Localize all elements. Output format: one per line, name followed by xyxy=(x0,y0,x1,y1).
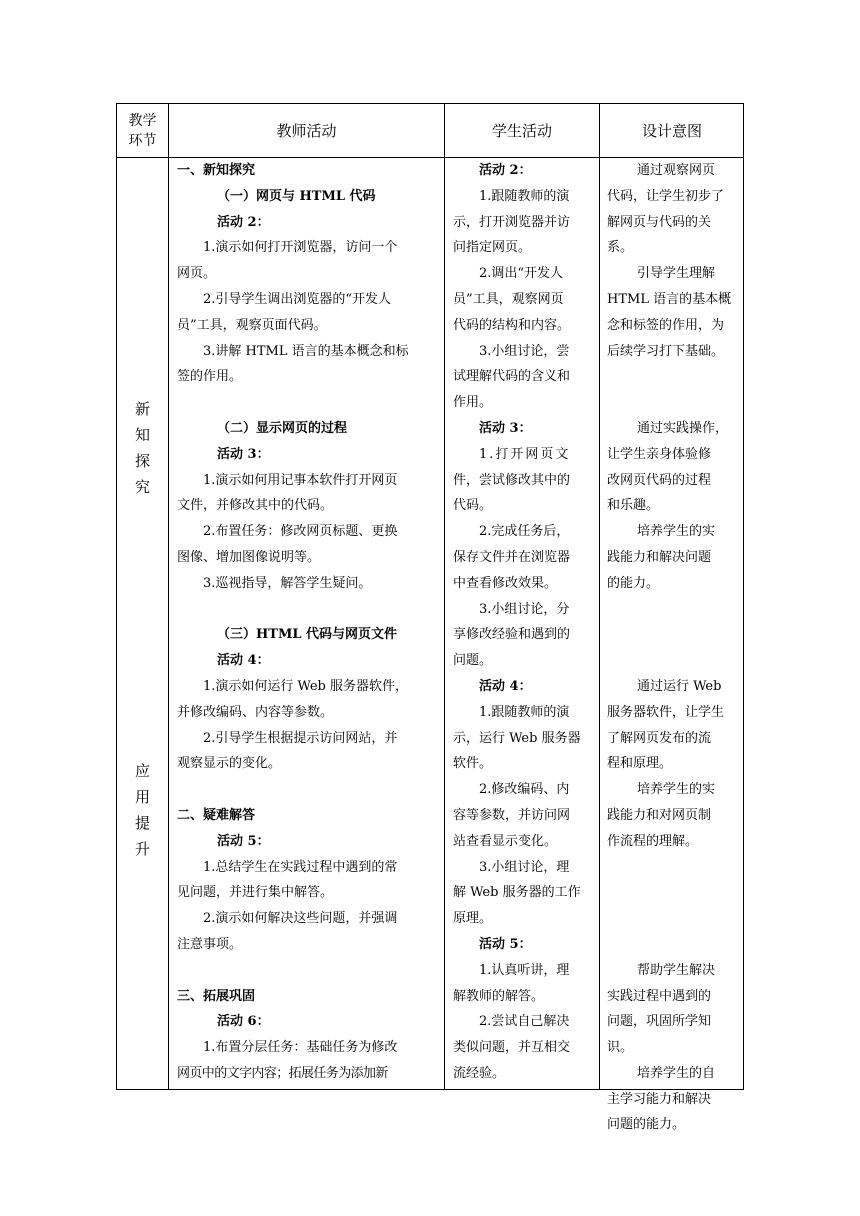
student-line: 问题。 xyxy=(453,653,493,669)
design-intent xyxy=(607,158,741,1138)
activity-heading: 活动 3： xyxy=(479,420,532,436)
teacher-line: 1.布置分层任务：基础任务为修改 xyxy=(203,1040,398,1056)
column-divider xyxy=(168,104,169,1089)
student-line: 2.修改编码、内 xyxy=(479,782,570,798)
intent-line: 培养学生的自 xyxy=(637,1065,716,1081)
activity-heading: 活动 5： xyxy=(217,833,270,849)
stage-char: 提 xyxy=(134,814,150,832)
intent-line: 主学习能力和解决 xyxy=(607,1091,712,1107)
student-activities xyxy=(453,158,595,1087)
student-line: 问指定网页。 xyxy=(453,240,532,256)
intent-line: 识。 xyxy=(607,1040,634,1056)
student-line: 1.认真听讲，理 xyxy=(479,962,570,978)
intent-line: 和乐趣。 xyxy=(607,498,660,514)
header-stage xyxy=(117,104,168,157)
student-line: 2.调出“开发人 xyxy=(479,266,564,282)
teacher-line: 图像、增加图像说明等。 xyxy=(177,549,321,565)
teacher-line: 2.布置任务：修改网页标题、更换 xyxy=(203,524,398,540)
teacher-line: 3.讲解 HTML 语言的基本概念和标 xyxy=(203,343,409,359)
section-heading: 三、拓展巩固 xyxy=(177,988,256,1004)
subsection-heading: （一）网页与 HTML 代码 xyxy=(217,188,376,204)
intent-line: 践能力和对网页制 xyxy=(607,807,712,823)
column-divider xyxy=(599,104,600,1089)
student-line: 件，尝试修改其中的 xyxy=(453,472,571,488)
teacher-line: 3.巡视指导，解答学生疑问。 xyxy=(203,575,372,591)
intent-line: 念和标签的作用，为 xyxy=(607,317,725,333)
spacer xyxy=(607,855,741,881)
stage-char: 升 xyxy=(134,840,150,858)
teacher-line: 注意事项。 xyxy=(177,936,243,952)
student-line: 员”工具，观察网页 xyxy=(453,291,564,307)
teacher-activities xyxy=(177,158,439,1087)
student-line: 流经验。 xyxy=(453,1065,506,1081)
spacer xyxy=(177,958,439,984)
spacer xyxy=(607,597,741,623)
activity-heading: 活动 5： xyxy=(479,936,532,952)
student-line: 作用。 xyxy=(453,395,493,411)
intent-line: 作流程的理解。 xyxy=(607,833,699,849)
spacer xyxy=(607,648,741,674)
intent-line: 通过实践操作， xyxy=(637,420,729,436)
header-student: 学生活动 xyxy=(491,122,552,140)
spacer xyxy=(607,622,741,648)
student-line: 解教师的解答。 xyxy=(453,988,545,1004)
header-stage-line1: 教学 xyxy=(128,112,157,129)
teacher-line: 见问题，并进行集中解答。 xyxy=(177,885,334,901)
student-line: 容等参数，并访问网 xyxy=(453,807,571,823)
student-line: 1.跟随教师的演 xyxy=(479,704,570,720)
teacher-line: 文件，并修改其中的代码。 xyxy=(177,498,334,514)
header-teacher: 教师活动 xyxy=(276,122,337,140)
subsection-heading: （二）显示网页的过程 xyxy=(217,420,348,436)
teacher-line: 员”工具，观察页面代码。 xyxy=(177,317,327,333)
teacher-line: 1.演示如何运行 Web 服务器软件， xyxy=(203,678,408,694)
intent-line: 让学生亲身体验修 xyxy=(607,446,712,462)
header-intent: 设计意图 xyxy=(641,122,702,140)
student-line: 3.小组讨论，理 xyxy=(479,859,570,875)
intent-line: 程和原理。 xyxy=(607,756,673,772)
intent-line: 后续学习打下基础。 xyxy=(607,343,725,359)
student-line: 解 Web 服务器的工作 xyxy=(453,885,581,901)
activity-heading: 活动 4： xyxy=(479,678,532,694)
stage-label-application xyxy=(117,758,168,862)
activity-heading: 活动 2： xyxy=(479,163,532,178)
stage-char: 应 xyxy=(134,762,150,780)
student-line: 试理解代码的含义和 xyxy=(453,369,571,385)
lesson-plan-table xyxy=(116,103,744,1133)
student-line: 软件。 xyxy=(453,756,493,772)
intent-line: 代码，让学生初步了 xyxy=(607,188,725,204)
spacer xyxy=(607,906,741,932)
stage-char: 新 xyxy=(134,400,150,418)
column-divider xyxy=(444,104,445,1089)
intent-line: 践能力和解决问题 xyxy=(607,549,712,565)
student-line: 示，打开浏览器并访 xyxy=(453,214,571,230)
spacer xyxy=(177,777,439,803)
student-line: 享修改经验和遇到的 xyxy=(453,627,571,643)
section-heading: 二、疑难解答 xyxy=(177,807,256,823)
teacher-line: 签的作用。 xyxy=(177,369,243,385)
stage-char: 用 xyxy=(134,788,150,806)
teacher-line: 观察显示的变化。 xyxy=(177,756,282,772)
intent-line: 通过运行 Web xyxy=(637,678,722,694)
intent-line: HTML 语言的基本概 xyxy=(607,291,732,307)
teacher-line: 并修改编码、内容等参数。 xyxy=(177,704,334,720)
student-line: 1.打开网页文 xyxy=(479,446,571,462)
spacer xyxy=(177,597,439,623)
student-line: 原理。 xyxy=(453,911,493,927)
intent-line: 帮助学生解决 xyxy=(637,962,716,978)
intent-line: 通过观察网页 xyxy=(637,163,716,178)
intent-line: 解网页与代码的关 xyxy=(607,214,712,230)
teacher-line: 网页中的文字内容；拓展任务为添加新 xyxy=(177,1065,388,1081)
spacer xyxy=(607,880,741,906)
teacher-line: 1.演示如何用记事本软件打开网页 xyxy=(203,472,398,488)
activity-heading: 活动 3： xyxy=(217,446,270,462)
section-heading: 一、新知探究 xyxy=(177,163,256,178)
teacher-line: 网页。 xyxy=(177,266,217,282)
intent-line: 改网页代码的过程 xyxy=(607,472,712,488)
subsection-heading: （三）HTML 代码与网页文件 xyxy=(217,627,398,643)
student-line: 站查看显示变化。 xyxy=(453,833,558,849)
student-line: 中查看修改效果。 xyxy=(453,575,558,591)
stage-char: 究 xyxy=(134,478,150,496)
teacher-line: 1.演示如何打开浏览器，访问一个 xyxy=(203,240,398,256)
intent-line: 培养学生的实 xyxy=(637,524,716,540)
activity-heading: 活动 6： xyxy=(217,1014,270,1030)
intent-line: 系。 xyxy=(607,240,634,256)
activity-heading: 活动 2： xyxy=(217,214,270,230)
header-stage-line2: 环节 xyxy=(128,132,157,149)
student-line: 类似问题，并互相交 xyxy=(453,1040,571,1056)
intent-line: 培养学生的实 xyxy=(637,782,716,798)
intent-line: 服务器软件，让学生 xyxy=(607,704,725,720)
activity-heading: 活动 4： xyxy=(217,653,270,669)
student-line: 代码的结构和内容。 xyxy=(453,317,571,333)
student-line: 2.尝试自己解决 xyxy=(479,1014,570,1030)
intent-line: 问题，巩固所学知 xyxy=(607,1014,712,1030)
stage-char: 知 xyxy=(134,426,150,444)
teacher-line: 2.引导学生调出浏览器的“开发人 xyxy=(203,291,392,307)
student-line: 示，运行 Web 服务器 xyxy=(453,730,581,746)
spacer xyxy=(177,390,439,416)
spacer xyxy=(607,390,741,416)
intent-line: 了解网页发布的流 xyxy=(607,730,712,746)
stage-label-new-knowledge xyxy=(117,396,168,500)
spacer xyxy=(607,364,741,390)
stage-char: 探 xyxy=(134,452,150,470)
student-line: 保存文件并在浏览器 xyxy=(453,549,571,565)
spacer xyxy=(607,932,741,958)
student-line: 3.小组讨论，分 xyxy=(479,601,570,617)
student-line: 3.小组讨论，尝 xyxy=(479,343,570,359)
intent-line: 引导学生理解 xyxy=(637,266,716,282)
student-line: 1.跟随教师的演 xyxy=(479,188,570,204)
student-line: 代码。 xyxy=(453,498,493,514)
intent-line: 实践过程中遇到的 xyxy=(607,988,712,1004)
intent-line: 的能力。 xyxy=(607,575,660,591)
teacher-line: 2.演示如何解决这些问题，并强调 xyxy=(203,911,398,927)
teacher-line: 2.引导学生根据提示访问网站，并 xyxy=(203,730,398,746)
intent-line: 问题的能力。 xyxy=(607,1117,686,1133)
student-line: 2.完成任务后， xyxy=(479,524,570,540)
teacher-line: 1.总结学生在实践过程中遇到的常 xyxy=(203,859,398,875)
